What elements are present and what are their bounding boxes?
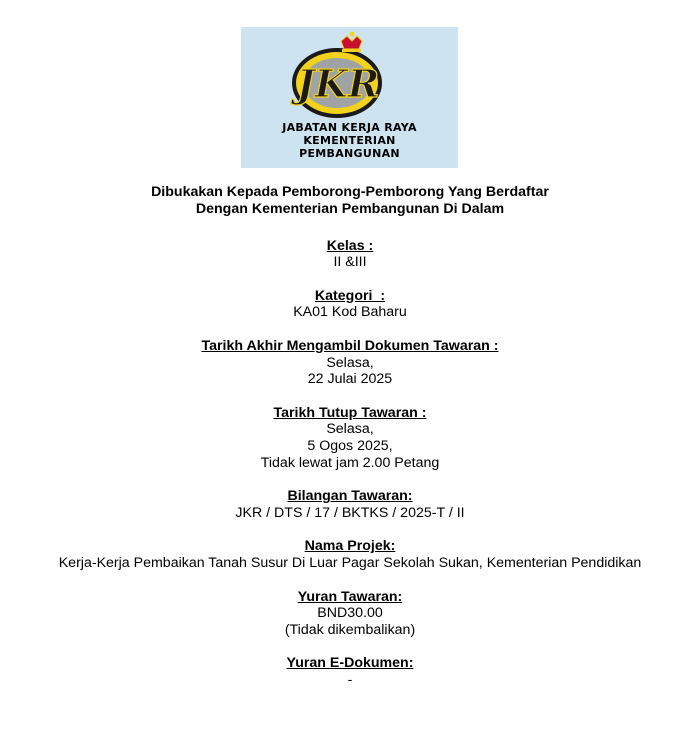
section-bilangan-tawaran: [0, 488, 700, 522]
section-value: Kerja-Kerja Pembaikan Tanah Susur Di Luar Pagar Sekolah Sukan, Kementerian Pendidikan: [58, 555, 642, 572]
logo-line-1: JABATAN KERJA RAYA: [282, 121, 417, 134]
section-tarikh-tutup: [0, 405, 700, 472]
section-kelas: [0, 238, 700, 272]
intro-heading: [0, 184, 700, 218]
section-tarikh-akhir: [0, 338, 700, 388]
section-value: BND30.00: [317, 605, 383, 622]
section-label: Yuran Tawaran:: [297, 588, 403, 605]
tender-notice: [0, 184, 700, 706]
logo-line-2: KEMENTERIAN: [303, 134, 396, 147]
section-nama-projek: [0, 538, 700, 572]
section-label: Tarikh Akhir Mengambil Dokumen Tawaran :: [201, 337, 499, 354]
section-kategori: [0, 288, 700, 322]
section-value: KA01 Kod Baharu: [293, 304, 407, 321]
section-value: II &III: [333, 254, 367, 271]
section-yuran-tawaran: [0, 589, 700, 639]
section-label: Bilangan Tawaran:: [287, 488, 413, 505]
section-value: Selasa,: [326, 421, 374, 438]
crest-icon: [341, 32, 362, 53]
jkr-emblem-icon: [241, 27, 458, 133]
section-label: Yuran E-Dokumen:: [286, 655, 414, 672]
section-value: 22 Julai 2025: [307, 371, 393, 388]
section-value: Selasa,: [326, 354, 374, 371]
section-value: (Tidak dikembalikan): [284, 622, 416, 639]
section-label: Kelas :: [326, 237, 374, 254]
jkr-logo: [241, 27, 458, 168]
section-label: Nama Projek:: [304, 538, 396, 555]
intro-line-1: Dibukakan Kepada Pemborong-Pemborong Yang Berdaftar: [151, 184, 549, 200]
intro-line-2: Dengan Kementerian Pembangunan Di Dalam: [195, 200, 505, 217]
section-value: JKR / DTS / 17 / BKTKS / 2025-T / II: [235, 505, 465, 522]
section-label: Tarikh Tutup Tawaran :: [273, 404, 427, 421]
section-value: Tidak lewat jam 2.00 Petang: [260, 455, 440, 472]
section-yuran-e-dokumen: [0, 655, 700, 689]
logo-line-3: PEMBANGUNAN: [299, 147, 400, 160]
svg-text:JKR: JKR: [296, 61, 380, 106]
section-value: 5 Ogos 2025,: [307, 438, 393, 455]
section-label: Kategori :: [314, 287, 386, 304]
section-value: -: [347, 672, 353, 689]
